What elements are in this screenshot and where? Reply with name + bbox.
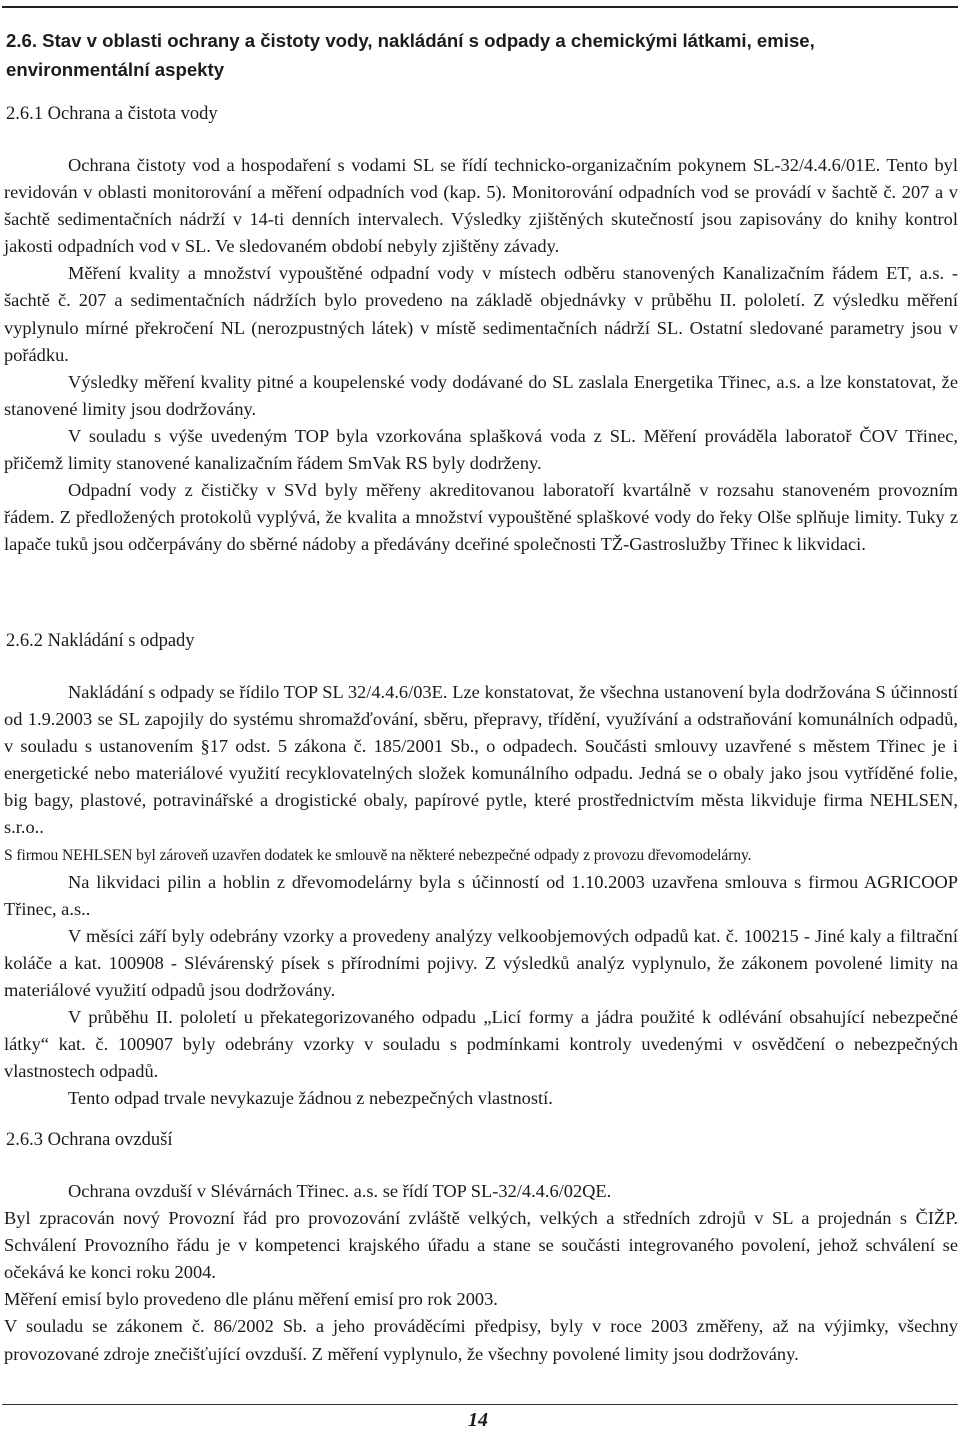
paragraph: V průběhu II. pololetí u překategorizovaného odpadu „Licí formy a jádra použité k odlévání obsahující nebezpečné látky“ kat. č. 100907 byly odebrány vzorky v souladu s podmínkami kontroly uvedenými v osvědčení o nebezpečných vlastnostech odpadů. [4,1007,958,1082]
subsection-title-waste: 2.6.2 Nakládání s odpady [6,631,195,651]
paragraph: V souladu s výše uvedeným TOP byla vzorkována splašková voda z SL. Měření prováděla laboratoř ČOV Třinec, přičemž limity stanovené kanalizačním řádem SmVak RS byly dodrženy. [4,425,958,474]
section-heading: 2.6. Stav v oblasti ochrany a čistoty vody, nakládání s odpady a chemickými látkami, emise, environmentální aspekty [6,30,815,80]
footer-rule [2,1404,958,1405]
subsection-title-air: 2.6.3 Ochrana ovzduší [6,1130,173,1150]
paragraph: V měsíci září byly odebrány vzorky a provedeny analýzy velkoobjemových odpadů kat. č. 100215 - Jiné kaly a filtrační koláče a kat. 100908 - Slévárenský písek s přírodními pojivy. Z výsledků analýz vyplynulo, že zákonem povolené limity na materiálové využití odpadů jsou dodržovány. [4,925,958,1001]
paragraph: Výsledky měření kvality pitné a koupelenské vody dodávané do SL zaslala Energetika Třinec, a.s. a lze konstatovat, že stanovené limity jsou dodržovány. [4,371,958,419]
water-section-body [4,152,958,558]
page-number: 14 [468,1409,488,1431]
paragraph: Tento odpad trvale nevykazuje žádnou z nebezpečných vlastností. [68,1088,553,1109]
paragraph: Byl zpracován nový Provozní řád pro provozování zvláště velkých, velkých a středních zdrojů v SL a projednán s ČIŽP. Schválení Provozního řádu je v kompetenci krajského úřadu a stane se součásti integrovaného povolení, jehož schválení se očekává ke konci roku 2004. [4,1208,958,1283]
paragraph: Ochrana čistoty vod a hospodaření s vodami SL se řídí technicko-organizačním pokynem SL-32/4.4.6/01E. Tento byl revidován v oblasti monitorování a měření odpadních vod (kap. 5). Monitorování odpadních vod se provádí v šachtě č. 207 a v šachtě sedimentačních nádrží v 14-ti denních intervalech. Výsledky zjištěných skutečností jsou zapisovány do knihy kontrol jakosti odpadních vod v SL. Ve sledovaném období nebyly zjištěny závady. [4,155,958,257]
paragraph: V souladu se zákonem č. 86/2002 Sb. a jeho prováděcími předpisy, byly v roce 2003 změřeny, až na výjimky, všechny provozované zdroje znečišťující ovzduší. Z měření vyplynulo, že všechny povolené limity jsou dodržovány. [4,1316,958,1364]
paragraph: Měření kvality a množství vypouštěné odpadní vody v místech odběru stanovených Kanalizačním řádem ET, a.s. - šachtě č. 207 a sedimentačních nádržích bylo provedeno na základě objednávky v průběhu II. pololetí. Z výsledku měření vyplynulo mírné překročení NL (nerozpustných látek) v místě sedimentačních nádrží SL. Ostatní sledované parametry jsou v pořádku. [4,263,958,365]
paragraph: Odpadní vody z čističky v SVd byly měřeny akreditovanou laboratoří kvartálně v rozsahu stanoveném provozním řádem. Z předložených protokolů vyplývá, že kvalita a množství vypouštěné splaškové vody do řeky Olše splňuje limity. Tuky z lapače tuků jsou odčerpávány do sběrné nádoby a předávány dceřiné společnosti TŽ-Gastroslužby Třinec k likvidaci. [4,480,958,555]
waste-section-body [4,679,958,1113]
air-section-body [4,1178,958,1368]
paragraph: Měření emisí bylo provedeno dle plánu měření emisí pro rok 2003. [4,1289,498,1310]
top-rule [2,6,958,8]
paragraph: S firmou NEHLSEN byl zároveň uzavřen dodatek ke smlouvě na některé nebezpečné odpady z provozu dřevomodelárny. [4,846,752,864]
paragraph: Na likvidaci pilin a hoblin z dřevomodelárny byla s účinností od 1.10.2003 uzavřena smlouva s firmou AGRICOOP Třinec, a.s.. [4,871,958,919]
paragraph: Ochrana ovzduší v Slévárnách Třinec. a.s. se řídí TOP SL-32/4.4.6/02QE. [68,1181,612,1201]
paragraph: Nakládání s odpady se řídilo TOP SL 32/4.4.6/03E. Lze konstatovat, že všechna ustanovení byla dodržována S účinností od 1.9.2003 se SL zapojily do systému shromažďování, sběru, přepravy, třídění, využívání a odstraňování komunálních odpadů, v souladu s ustanovením §17 odst. 5 zákona č. 185/2001 Sb., o odpadech. Součásti smlouvy uzavřené s městem Třinec je i energetické nebo materiálové využití recyklovatelných složek komunálního odpadu. Jedná se o obaly jako jsou vytříděné folie, big bagy, plastové, potravinářské a drogistické obaly, papírové pytle, které prostřednictvím města likviduje firma NEHLSEN, s.r.o.. [4,682,958,838]
subsection-title-water: 2.6.1 Ochrana a čistota vody [6,104,218,124]
